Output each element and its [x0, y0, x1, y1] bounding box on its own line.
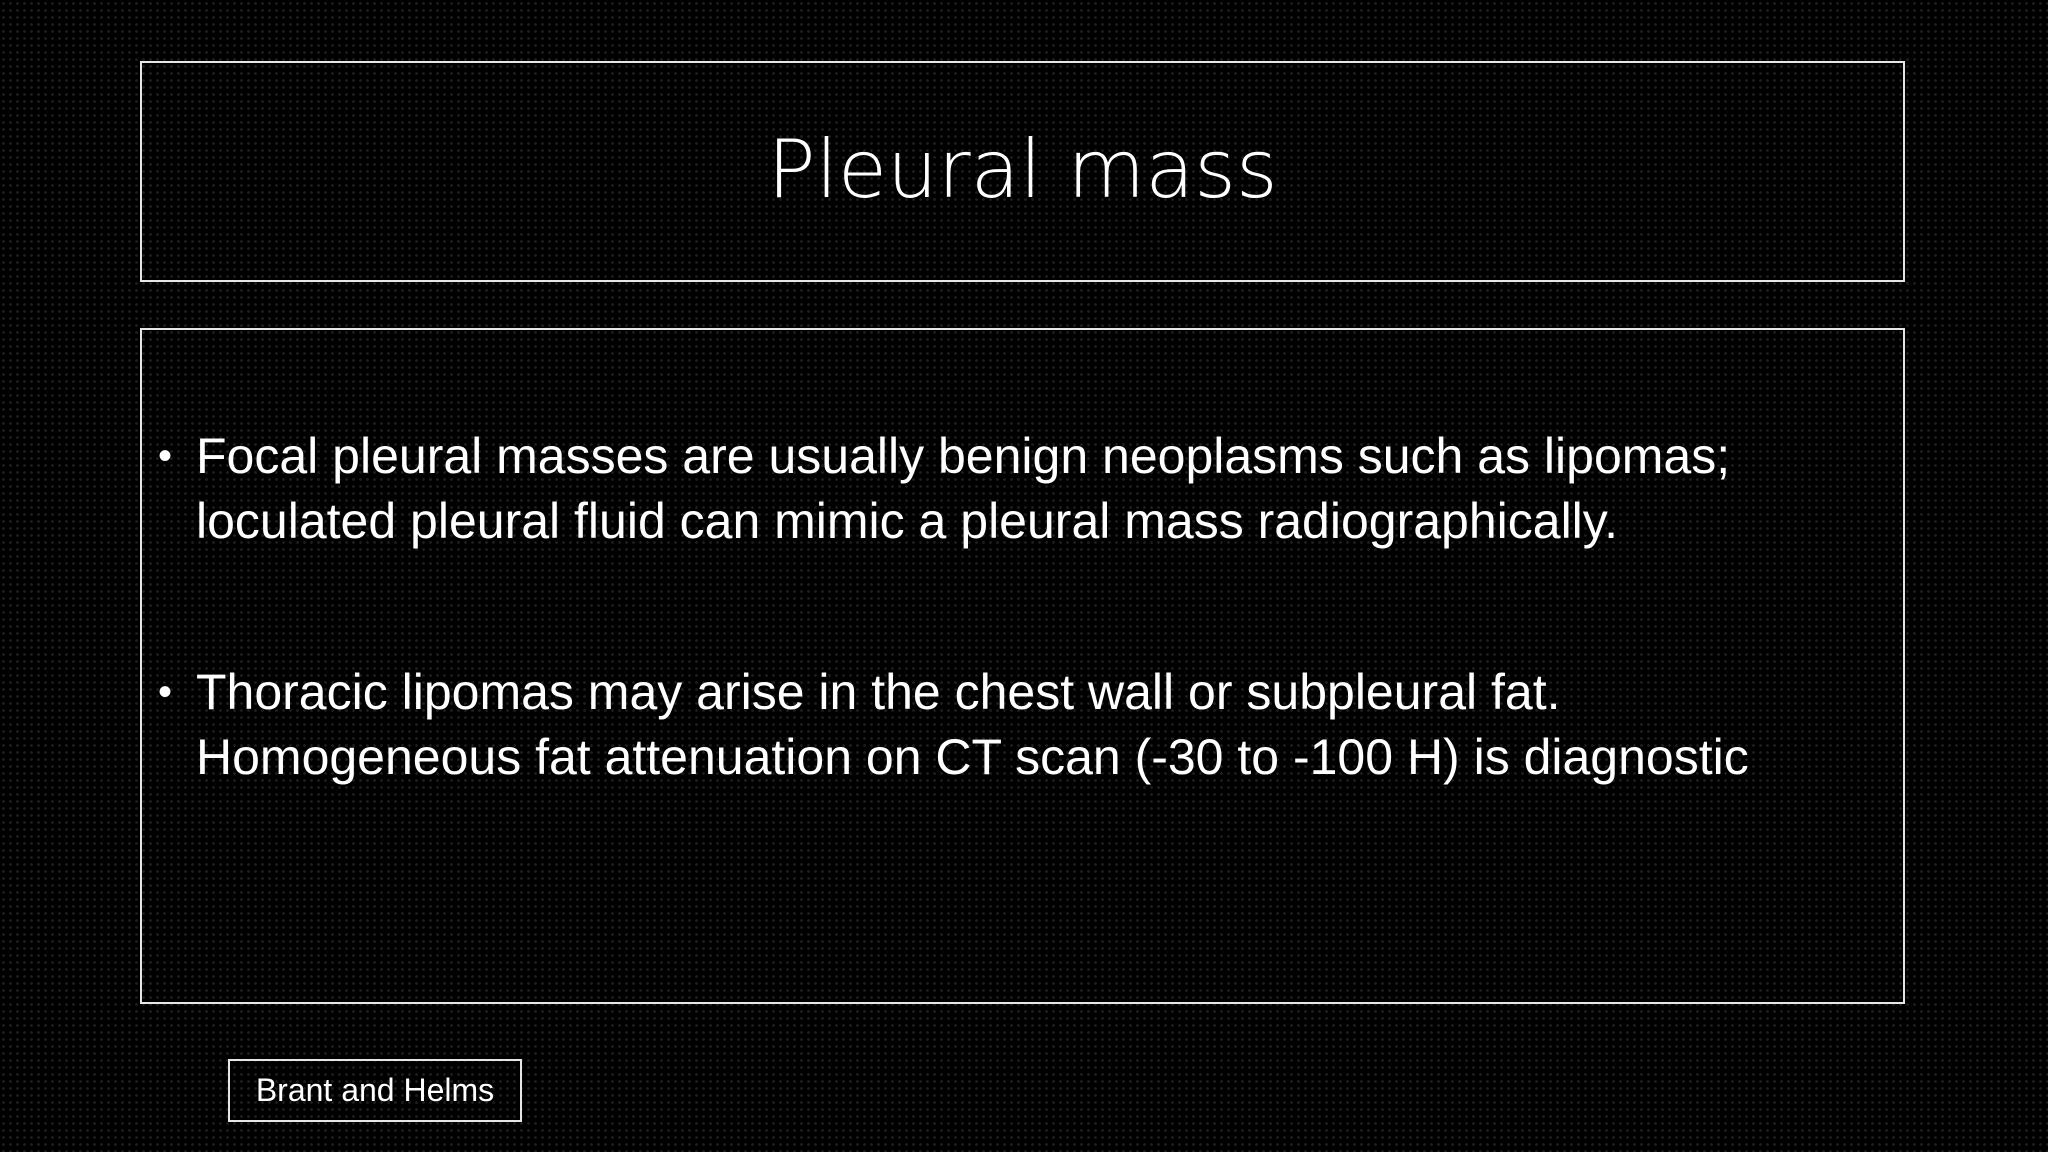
bullet-item-2	[158, 660, 1903, 790]
bullet-list	[158, 424, 1903, 790]
bullet-marker-icon: •	[158, 670, 173, 714]
citation-box	[228, 1059, 522, 1122]
bullet-1-line-2: loculated pleural fluid can mimic a pleural mass radiographically.	[196, 493, 1618, 549]
bullet-2-line-2: Homogeneous fat attenuation on CT scan (-30 to -100 H) is diagnostic	[196, 729, 1749, 785]
bullet-2-line-1: Thoracic lipomas may arise in the chest wall or subpleural fat.	[196, 664, 1561, 720]
title-box	[140, 61, 1905, 282]
bullet-item-1	[158, 424, 1903, 554]
bullet-marker-icon: •	[158, 434, 173, 478]
citation-text: Brant and Helms	[255, 1072, 495, 1108]
bullet-1-line-1: Focal pleural masses are usually benign neoplasms such as lipomas;	[196, 428, 1731, 484]
content-box	[140, 328, 1905, 1004]
slide-title: Pleural mass	[767, 122, 1278, 216]
